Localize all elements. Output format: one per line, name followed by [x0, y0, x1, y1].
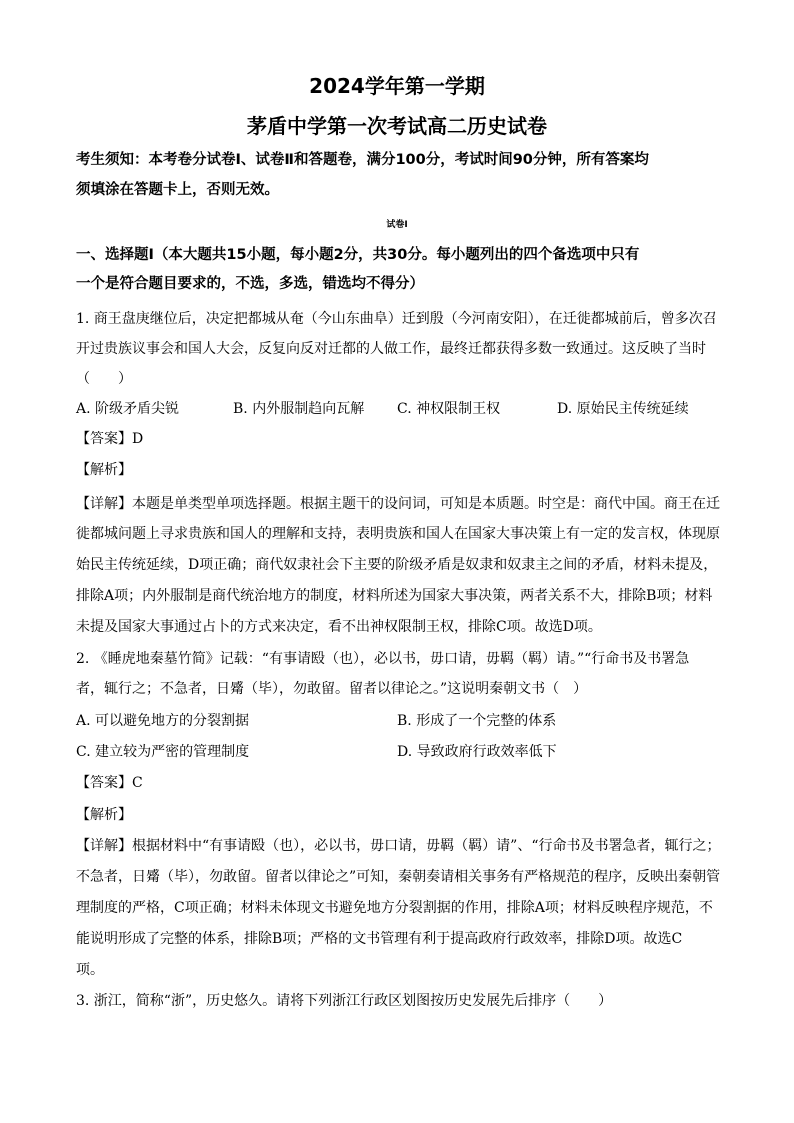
q2-answer: 【答案】C [76, 775, 143, 791]
section-label: 试卷Ⅰ [386, 220, 408, 230]
section-intro-line-1: 一、选择题Ⅰ（本大题共15小题，每小题2分，共30分。每小题列出的四个备选项中只有 [76, 247, 640, 263]
q1-option-c: C. 神权限制王权 [397, 401, 501, 417]
exam-title: 茅盾中学第一次考试高二历史试卷 [247, 114, 547, 138]
q1-option-a: A. 阶级矛盾尖锐 [76, 401, 180, 417]
q2-option-c: C. 建立较为严密的管理制度 [76, 744, 250, 760]
q1-analysis-label: 【解析】 [76, 462, 132, 478]
q1-detail-line-4: 排除A项；内外服制是商代统治地方的制度，材料所述为国家大事决策，两者关系不大，排除B项；材料 [76, 588, 713, 604]
q1-stem-line-3: （ ） [76, 371, 132, 387]
q2-detail-line-2: 不急者，日觱（毕），勿敢留。留者以律论之”可知，秦朝奏请相关事务有严格规范的程序，反映出秦朝管 [76, 869, 721, 885]
q1-detail-line-5: 未提及国家大事通过占卜的方式来决定，看不出神权限制王权，排除C项。故选D项。 [76, 619, 602, 635]
exam-term-title: 2024学年第一学期 [309, 74, 485, 98]
q1-option-d: D. 原始民主传统延续 [557, 401, 689, 417]
q2-detail-line-5: 项。 [76, 962, 104, 978]
q1-detail-line-3: 始民主传统延续，D项正确；商代奴隶社会下主要的阶级矛盾是奴隶和奴隶主之间的矛盾，材料未提及， [76, 557, 718, 573]
q2-option-a: A. 可以避免地方的分裂割据 [76, 713, 250, 729]
notice-line-2: 须填涂在答题卡上，否则无效。 [76, 182, 279, 198]
q1-detail-line-2: 徙都城问题上寻求贵族和国人的理解和支持，表明贵族和国人在国家大事决策上有一定的发言权，体现原 [76, 526, 720, 542]
q2-option-d: D. 导致政府行政效率低下 [397, 744, 557, 760]
q2-detail-line-1: 【详解】根据材料中“有事请殹（也），必以书，毋口请，毋羁（羁）请”、“行命书及书署急者，辄行之； [76, 838, 721, 854]
q2-detail-line-3: 理制度的严格，C项正确；材料未体现文书避免地方分裂割据的作用，排除A项；材料反映程序规范，不 [76, 900, 713, 916]
q1-answer: 【答案】D [76, 431, 144, 447]
q1-stem-line-1: 1. 商王盘庚继位后，决定把都城从奄（今山东曲阜）迁到殷（今河南安阳），在迁徙都城前后，曾多次召 [76, 311, 717, 327]
q2-stem-line-1: 2. 《睡虎地秦墓竹简》记载：“有事请殹（也），必以书，毋口请，毋羁（羁）请。”“行命书及书署急 [76, 651, 690, 667]
notice-line-1: 考生须知：本考卷分试卷Ⅰ、试卷Ⅱ和答题卷，满分100分，考试时间90分钟，所有答案均 [76, 152, 649, 168]
q1-stem-line-2: 开过贵族议事会和国人大会，反复向反对迁都的人做工作，最终迁都获得多数一致通过。这反映了当时 [76, 341, 706, 357]
q2-detail-line-4: 能说明形成了完整的体系，排除B项；严格的文书管理有利于提高政府行政效率，排除D项。故选C [76, 931, 683, 947]
q1-option-b: B. 内外服制趋向瓦解 [233, 401, 365, 417]
q1-detail-line-1: 【详解】本题是单类型单项选择题。根据主题干的设问词，可知是本质题。时空是：商代中国。商王在迁 [76, 496, 720, 512]
q3-stem-line-1: 3. 浙江，简称“浙”，历史悠久。请将下列浙江行政区划图按历史发展先后排序（ ） [76, 993, 613, 1009]
q2-stem-line-2: 者，辄行之；不急者，日觱（毕），勿敢留。留者以律论之。”这说明秦朝文书（ ） [76, 681, 588, 697]
section-intro-line-2: 一个是符合题目要求的，不选，多选，错选均不得分） [76, 276, 424, 292]
q2-analysis-label: 【解析】 [76, 807, 132, 823]
q2-option-b: B. 形成了一个完整的体系 [397, 713, 557, 729]
